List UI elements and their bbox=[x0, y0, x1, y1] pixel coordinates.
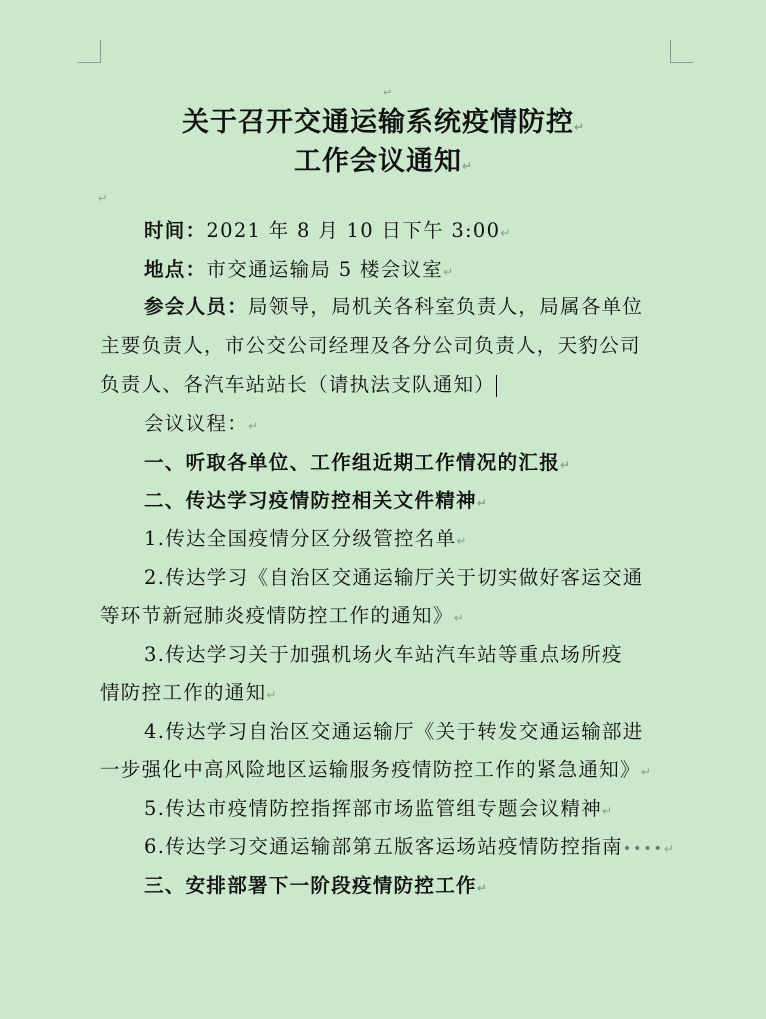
agenda-sub-6[interactable]: 6.传达学习交通运输部第五版客运场站疫情防控指南••••↵ bbox=[144, 835, 674, 858]
document-title-line1[interactable]: 关于召开交通运输系统疫情防控↵ bbox=[181, 107, 585, 138]
text-cursor bbox=[496, 375, 497, 397]
meeting-place[interactable]: 地点：市交通运输局 5 楼会议室↵ bbox=[144, 258, 454, 281]
agenda-sub-1[interactable]: 1.传达全国疫情分区分级管控名单↵ bbox=[144, 527, 467, 550]
agenda-label[interactable]: 会议议程：↵ bbox=[144, 412, 259, 435]
meeting-attendees-line2[interactable]: 主要负责人，市公交公司经理及各分公司负责人，天豹公司 bbox=[100, 334, 641, 357]
agenda-item-1[interactable]: 一、听取各单位、工作组近期工作情况的汇报↵ bbox=[144, 451, 571, 474]
agenda-sub-5[interactable]: 5.传达市疫情防控指挥部市场监管组专题会议精神↵ bbox=[144, 797, 613, 820]
document-title-line2[interactable]: 工作会议通知↵ bbox=[293, 146, 473, 177]
agenda-sub-2-line2[interactable]: 等环节新冠肺炎疫情防控工作的通知》↵ bbox=[100, 604, 464, 627]
agenda-sub-3-line1[interactable]: 3.传达学习关于加强机场火车站汽车站等重点场所疫 bbox=[144, 643, 623, 666]
meeting-attendees-line3[interactable]: 负责人、各汽车站站长（请执法支队通知） bbox=[100, 373, 496, 396]
agenda-item-2[interactable]: 二、传达学习疫情防控相关文件精神↵ bbox=[144, 489, 487, 512]
paragraph-mark: ↵ bbox=[383, 86, 393, 99]
page-corner-top-right bbox=[670, 40, 693, 63]
meeting-attendees-line1[interactable]: 参会人员：局领导，局机关各科室负责人，局属各单位 bbox=[144, 295, 644, 318]
agenda-item-3[interactable]: 三、安排部署下一阶段疫情防控工作↵ bbox=[144, 874, 487, 897]
agenda-sub-2-line1[interactable]: 2.传达学习《自治区交通运输厅关于切实做好客运交通 bbox=[144, 566, 644, 589]
agenda-sub-3-line2[interactable]: 情防控工作的通知↵ bbox=[100, 681, 277, 704]
meeting-time[interactable]: 时间：2021 年 8 月 10 日下午 3:00↵ bbox=[144, 219, 511, 242]
paragraph-mark: ↵ bbox=[98, 192, 108, 205]
agenda-sub-4-line2[interactable]: 一步强化中高风险地区运输服务疫情防控工作的紧急通知》↵ bbox=[100, 758, 651, 781]
agenda-sub-4-line1[interactable]: 4.传达学习自治区交通运输厅《关于转发交通运输部进 bbox=[144, 720, 644, 743]
page-corner-top-left bbox=[78, 40, 101, 63]
